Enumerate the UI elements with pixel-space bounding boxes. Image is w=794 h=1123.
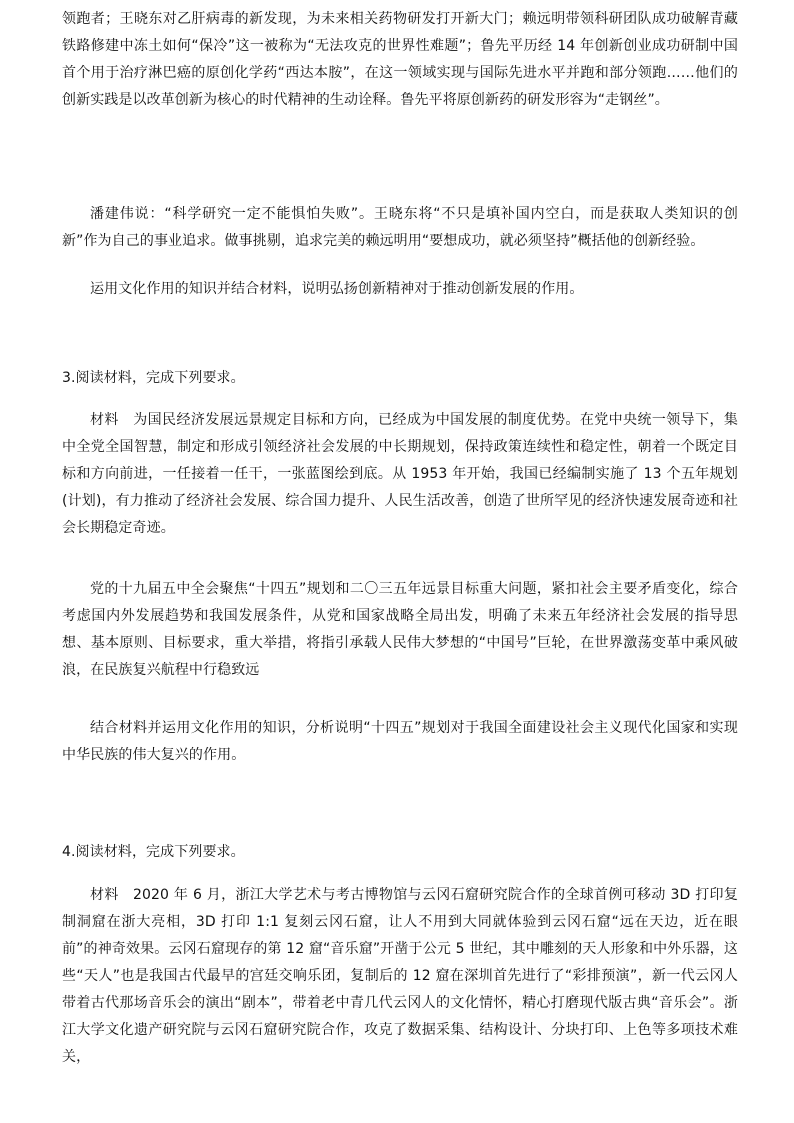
- question-4-title: 4.阅读材料，完成下列要求。: [62, 844, 245, 860]
- question-3-material-2: 党的十九届五中全会聚焦“十四五”规划和二〇三五年远景目标重大问题，紧扣社会主要矛盾变化，综合考虑国内外发展趋势和我国发展条件，从党和国家战略全局出发，明确了未来五年经济社会发展的指导思想、基本原则、目标要求，重大举措，将指引承载人民伟大梦想的“中国号”巨轮，在世界激荡变革中乘风破浪，在民族复兴航程中行稳致远: [62, 581, 738, 678]
- question-2-prompt: 运用文化作用的知识并结合材料，说明弘扬创新精神对于推动创新发展的作用。: [90, 281, 584, 297]
- question-4-material: 材料 2020 年 6 月，浙江大学艺术与考古博物馆与云冈石窟研究院合作的全球首例可移动 3D 打印复制洞窟在浙大亮相，3D 打印 1:1 复刻云冈石窟，让人不用到大同就体验到云冈石窟“远在天边，近在眼前”的神奇效果。云冈石窟现存的第 12 窟“音乐窟”开凿于公元 5 世纪，其中雕刻的天人形象和中外乐器，这些“天人”也是我国古代最早的宫廷交响乐团，复制后的 12 窟在深圳首先进行了“彩排预演”，新一代云冈人带着古代那场音乐会的演出“剧本”，带着老中青几代云冈人的文化情怀，精心打磨现代版古典“音乐会”。浙江大学文化遗产研究院与云冈石窟研究院合作，攻克了数据采集、结构设计、分块打印、上色等多项技术难关，: [62, 887, 738, 1065]
- question-3-title: 3.阅读材料，完成下列要求。: [62, 370, 245, 386]
- paragraph-intro: 领跑者；王晓东对乙肝病毒的新发现，为未来相关药物研发打开新大门；赖远明带领科研团队成功破解青藏铁路修建中冻土如何“保冷”这一被称为“无法攻克的世界性难题”；鲁先平历经 14 年创新创业成功研制中国首个用于治疗淋巴癌的原创化学药“西达本胺”，在这一领域实现与国际先进水平并跑和部分领跑……他们的创新实践是以改革创新为核心的时代精神的生动诠释。鲁先平将原创新药的研发形容为“走钢丝”。: [62, 11, 738, 108]
- paragraph-quotes: 潘建伟说：“科学研究一定不能惧怕失败”。王晓东将“不只是填补国内空白，而是获取人类知识的创新”作为自己的事业追求。做事挑剔，追求完美的赖远明用“要想成功，就必须坚持”概括他的创新经验。: [62, 206, 738, 249]
- question-3-prompt: 结合材料并运用文化作用的知识，分析说明“十四五”规划对于我国全面建设社会主义现代化国家和实现中华民族的伟大复兴的作用。: [62, 720, 738, 763]
- question-3-material: 材料 为国民经济发展远景规定目标和方向，已经成为中国发展的制度优势。在党中央统一领导下，集中全党全国智慧，制定和形成引领经济社会发展的中长期规划，保持政策连续性和稳定性，朝着一个既定目标和方向前进，一任接着一任干，一张蓝图绘到底。从 1953 年开始，我国已经编制实施了 13 个五年规划(计划)，有力推动了经济社会发展、综合国力提升、人民生活改善，创造了世所罕见的经济快速发展奇迹和社会长期稳定奇迹。: [62, 412, 738, 536]
